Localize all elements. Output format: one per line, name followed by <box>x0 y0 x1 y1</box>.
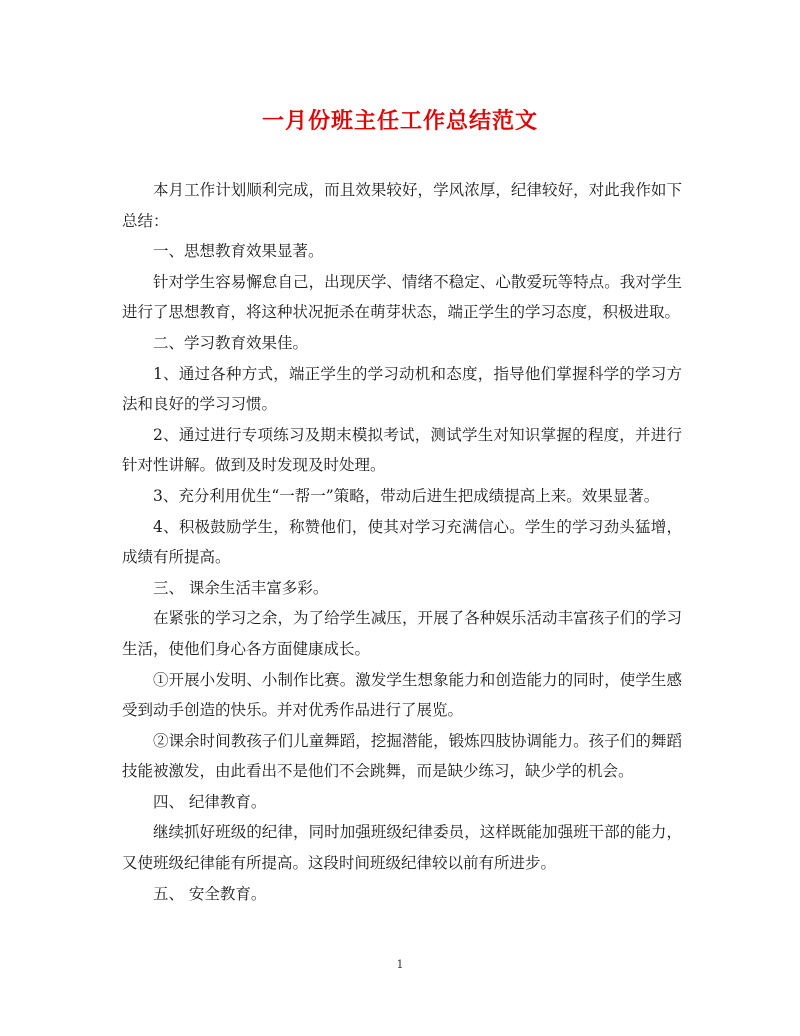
paragraph-1: 针对学生容易懈怠自己，出现厌学、情绪不稳定、心散爱玩等特点。我对学生进行了思想教育，将这种状况扼杀在萌芽状态，端正学生的学习态度，积极进取。 <box>122 272 682 322</box>
document-body <box>122 175 682 909</box>
section-heading-5: 五、 安全教育。 <box>153 884 267 903</box>
list-item-2-4: 4、积极鼓励学生，称赞他们，使其对学习充满信心。学生的学习劲头猛增，成绩有所提高。 <box>122 517 682 567</box>
list-item-2-3: 3、充分利用优生“一帮一”策略，带动后进生把成绩提高上来。效果显著。 <box>153 486 660 505</box>
list-item-3-1: ①开展小发明、小制作比赛。激发学生想象能力和创造能力的同时，使学生感受到动手创造的快乐。并对优秀作品进行了展览。 <box>122 670 682 720</box>
section-heading-4: 四、 纪律教育。 <box>153 792 267 811</box>
page-number: 1 <box>396 958 404 971</box>
section-heading-1: 一、思想教育效果显著。 <box>153 242 324 261</box>
section-heading-3: 三、 课余生活丰富多彩。 <box>153 578 329 597</box>
paragraph-3: 在紧张的学习之余，为了给学生减压，开展了各种娱乐活动丰富孩子们的学习生活，使他们身心各方面健康成长。 <box>122 609 682 658</box>
list-item-2-2: 2、通过进行专项练习及期末模拟考试，测试学生对知识掌握的程度，并进行针对性讲解。做到及时发现及时处理。 <box>122 425 682 475</box>
section-heading-2: 二、学习教育效果佳。 <box>153 333 309 352</box>
paragraph-4: 继续抓好班级的纪律，同时加强班级纪律委员，这样既能加强班干部的能力，又使班级纪律能有所提高。这段时间班级纪律较以前有所进步。 <box>122 823 682 873</box>
list-item-2-1: 1、通过各种方式，端正学生的学习动机和态度，指导他们掌握科学的学习方法和良好的学习习惯。 <box>122 364 682 414</box>
document-title: 一月份班主任工作总结范文 <box>261 108 538 134</box>
list-item-3-2: ②课余时间教孩子们儿童舞蹈，挖掘潜能，锻炼四肢协调能力。孩子们的舞蹈技能被激发，由此看出不是他们不会跳舞，而是缺少练习，缺少学的机会。 <box>122 731 682 781</box>
paragraph-intro: 本月工作计划顺利完成，而且效果较好，学风浓厚，纪律较好，对此我作如下总结： <box>122 181 682 230</box>
